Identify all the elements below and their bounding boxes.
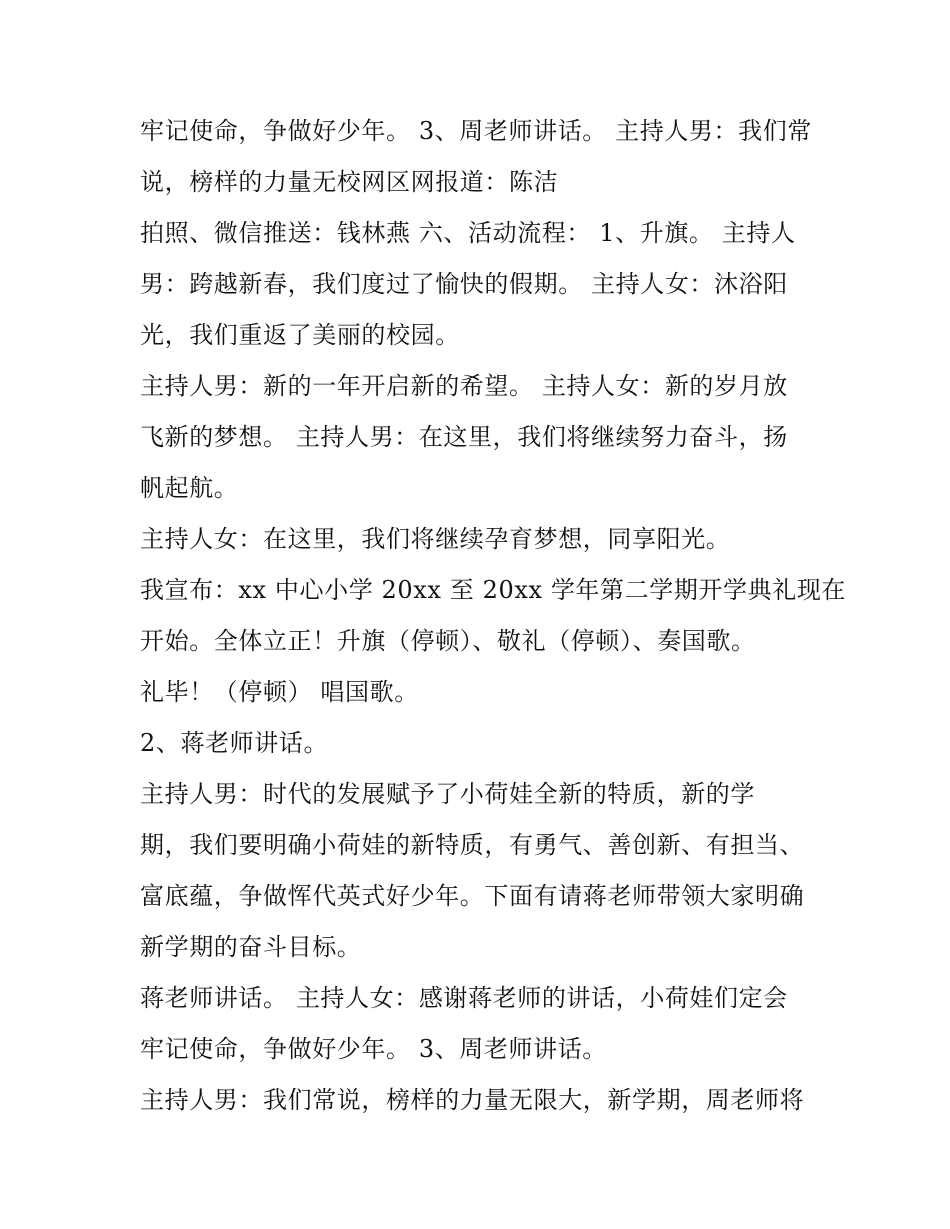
text-line: 我宣布：xx 中心小学 20xx 至 20xx 学年第二学期开学典礼现在 [140,576,847,604]
text-line: 拍照、微信推送：钱林燕 六、活动流程： 1、升旗。 主持人 [140,219,796,247]
text-line: 牢记使命，争做好少年。 3、周老师讲话。 主持人男：我们常 [140,117,812,145]
text-line: 光，我们重返了美丽的校园。 [140,321,460,349]
text-line: 主持人男：新的一年开启新的希望。 主持人女：新的岁月放 [140,372,788,400]
text-line: 蒋老师讲话。 主持人女：感谢蒋老师的讲话，小荷娃们定会 [140,984,788,1012]
text-line: 礼毕！（停顿） 唱国歌。 [140,678,419,706]
text-line: 开始。全体立正！升旗（停顿）、敬礼（停顿）、奏国歌。 [140,627,756,655]
text-line: 2、蒋老师讲话。 [140,729,329,757]
text-line: 富底蕴，争做恽代英式好少年。下面有请蒋老师带领大家明确 [140,882,805,910]
text-line: 新学期的奋斗目标。 [140,933,362,961]
text-line: 主持人女：在这里，我们将继续孕育梦想，同享阳光。 [140,525,731,553]
document-body [140,106,847,1126]
text-line: 主持人男：时代的发展赋予了小荷娃全新的特质，新的学 [140,780,755,808]
text-line: 飞新的梦想。 主持人男：在这里，我们将继续努力奋斗，扬 [140,423,788,451]
text-line: 帆起航。 [140,474,239,502]
text-line: 说，榜样的力量无校网区网报道：陈洁 [140,168,559,196]
text-line: 期，我们要明确小荷娃的新特质，有勇气、善创新、有担当、 [140,831,805,859]
text-line: 男：跨越新春，我们度过了愉快的假期。 主持人女：沐浴阳 [140,270,788,298]
text-line: 主持人男：我们常说，榜样的力量无限大，新学期，周老师将 [140,1086,805,1114]
text-line: 牢记使命，争做好少年。 3、周老师讲话。 [140,1035,607,1063]
